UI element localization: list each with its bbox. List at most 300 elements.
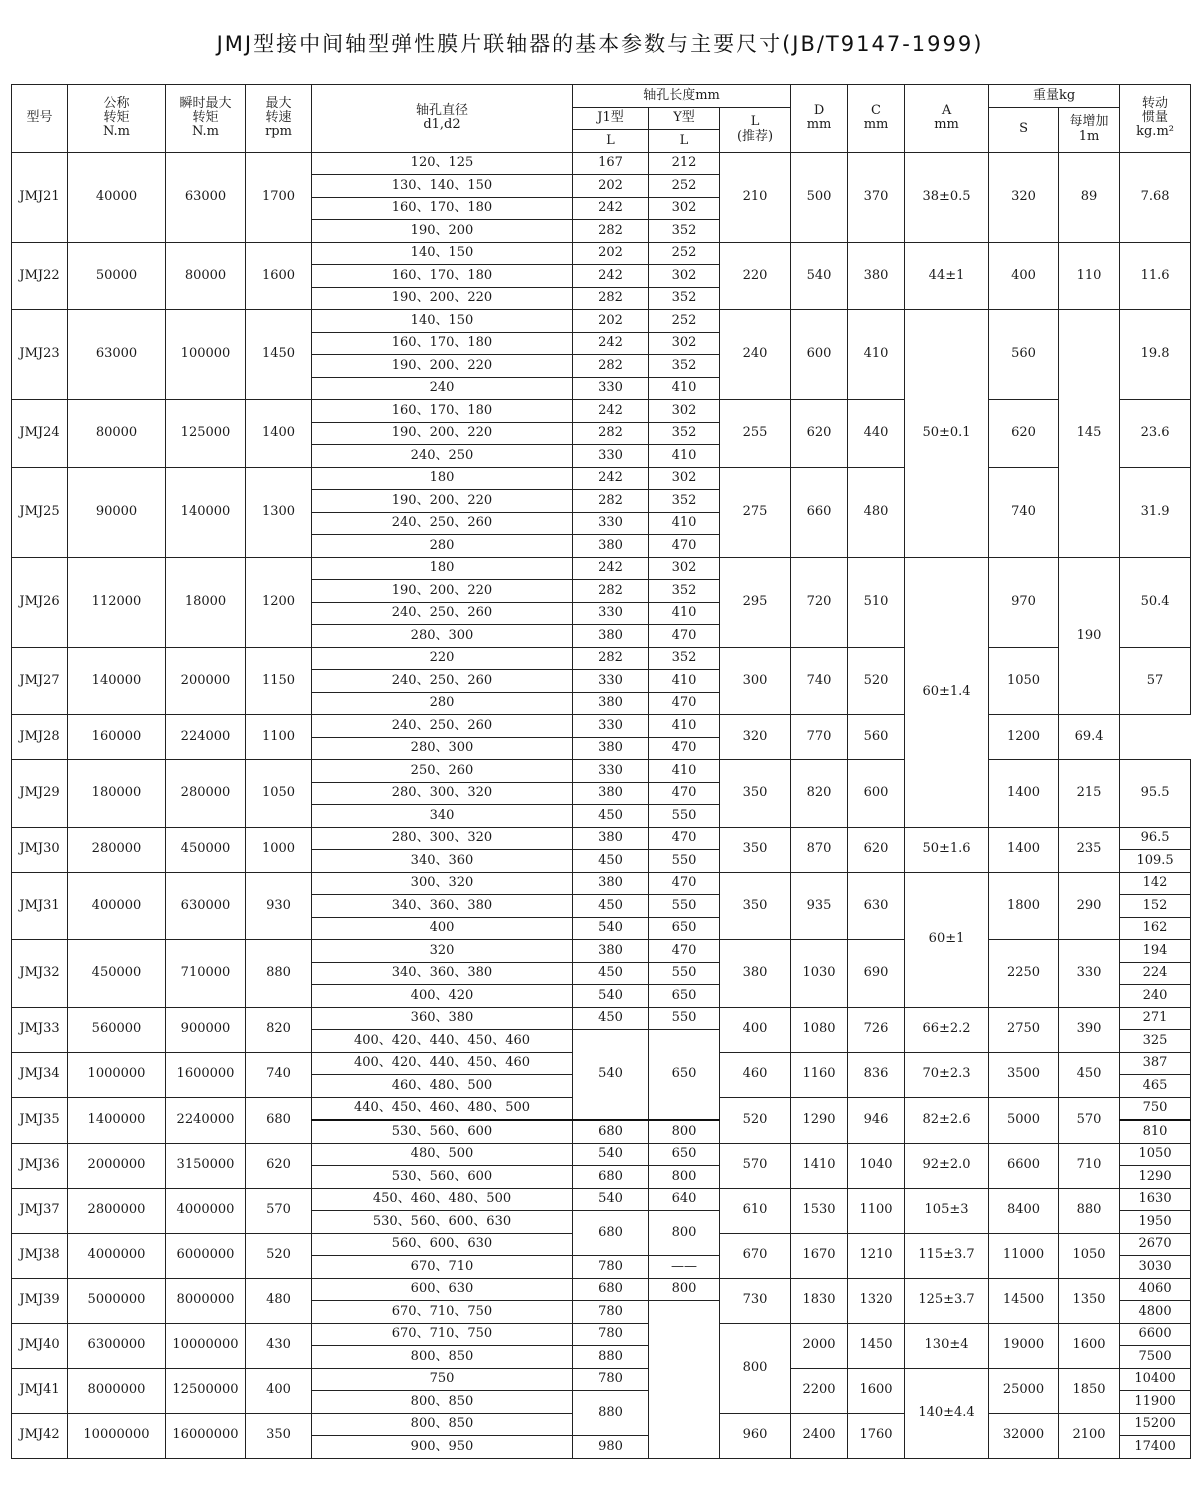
table-row [12, 242, 1191, 265]
table-cell: 302 [649, 332, 720, 355]
table-row [12, 557, 1191, 580]
table-cell: 1040 [848, 1143, 905, 1188]
table-cell: 340 [312, 805, 573, 828]
table-cell: 5000000 [68, 1278, 166, 1323]
table-cell: 190、200、220 [312, 355, 573, 378]
table-cell: 352 [649, 220, 720, 243]
table-cell: 210 [720, 152, 791, 242]
table-cell: 770 [791, 715, 848, 760]
table-cell: JMJ21 [12, 152, 68, 242]
table-cell: 145 [1059, 310, 1120, 558]
table-cell: 2240000 [166, 1097, 246, 1143]
table-body [12, 152, 1191, 1458]
table-cell: 370 [848, 152, 905, 242]
table-cell: 400、420、440、450、460 [312, 1030, 573, 1053]
table-cell: 930 [246, 872, 312, 940]
table-row [12, 760, 1191, 783]
header-j1-type: J1型 [573, 107, 649, 130]
table-cell: 120、125 [312, 152, 573, 175]
table-cell: 680 [573, 1166, 649, 1189]
table-cell: 470 [649, 872, 720, 895]
table-cell: 19.8 [1120, 310, 1191, 400]
table-cell: 14500 [989, 1278, 1059, 1323]
table-cell: 202 [573, 242, 649, 265]
table-cell: 960 [720, 1413, 791, 1458]
table-cell: JMJ29 [12, 760, 68, 828]
table-cell: 1160 [791, 1052, 848, 1097]
table-row [12, 467, 1191, 490]
table-cell: 520 [720, 1097, 791, 1143]
table-cell: 340、360 [312, 850, 573, 873]
table-cell: 800 [649, 1278, 720, 1301]
table-cell: 280、300 [312, 625, 573, 648]
table-cell: 350 [246, 1413, 312, 1458]
table-cell: 23.6 [1120, 400, 1191, 468]
table-cell: 550 [649, 1007, 720, 1030]
table-cell: 50±0.1 [905, 310, 989, 558]
table-cell: 16000000 [166, 1413, 246, 1458]
table-cell: 380 [573, 940, 649, 963]
table-cell: 4000000 [68, 1233, 166, 1278]
table-cell: 1950 [1120, 1211, 1191, 1234]
table-cell: 650 [649, 1030, 720, 1121]
table-cell: 620 [989, 400, 1059, 468]
table-cell: 450 [573, 850, 649, 873]
table-cell: JMJ27 [12, 647, 68, 715]
table-cell: 282 [573, 647, 649, 670]
table-cell: 105±3 [905, 1188, 989, 1233]
header-j1-l: L [573, 130, 649, 153]
table-cell: 726 [848, 1007, 905, 1052]
table-cell: 63000 [166, 152, 246, 242]
table-cell: 390 [1059, 1007, 1120, 1052]
table-cell: 330 [573, 602, 649, 625]
header-bore-diameter: 轴孔直径 d1,d2 [312, 85, 573, 153]
table-cell: 540 [573, 1143, 649, 1166]
table-cell: 460、480、500 [312, 1075, 573, 1098]
table-cell: 800 [649, 1211, 720, 1256]
table-cell: 302 [649, 467, 720, 490]
table-cell: 282 [573, 355, 649, 378]
table-cell: 1320 [848, 1278, 905, 1323]
table-cell: 630000 [166, 872, 246, 940]
table-cell: 224000 [166, 715, 246, 760]
table-cell: 300 [720, 647, 791, 715]
table-cell: 11000 [989, 1233, 1059, 1278]
table-cell: 670、710 [312, 1256, 573, 1279]
table-cell: 560 [848, 715, 905, 760]
table-cell: 440 [848, 400, 905, 468]
table-cell: 18000 [166, 557, 246, 647]
table-cell: 450 [573, 805, 649, 828]
table-cell: 92±2.0 [905, 1143, 989, 1188]
table-cell: 1200 [246, 557, 312, 647]
table-cell: 470 [649, 940, 720, 963]
table-cell: 600、630 [312, 1278, 573, 1301]
table-cell: 1530 [791, 1188, 848, 1233]
table-cell: 180 [312, 467, 573, 490]
table-row [12, 1188, 1191, 1211]
table-cell: 109.5 [1120, 850, 1191, 873]
header-weight: 重量kg [989, 85, 1120, 108]
table-cell: 1290 [1120, 1166, 1191, 1189]
table-cell: 820 [791, 760, 848, 828]
table-cell: 252 [649, 175, 720, 198]
table-cell: 380 [848, 242, 905, 310]
table-cell: 302 [649, 265, 720, 288]
table-cell: 38±0.5 [905, 152, 989, 242]
table-cell: 330 [573, 445, 649, 468]
table-cell: 800 [649, 1166, 720, 1189]
table-cell: 670、710、750 [312, 1301, 573, 1324]
table-cell: 240、250、260 [312, 715, 573, 738]
table-cell: JMJ37 [12, 1188, 68, 1233]
table-cell: 530、560、600 [312, 1120, 573, 1143]
table-cell: 142 [1120, 872, 1191, 895]
table-cell: 480、500 [312, 1143, 573, 1166]
header-model: 型号 [12, 85, 68, 153]
table-cell: 10000000 [166, 1323, 246, 1368]
table-cell: 340、360、380 [312, 895, 573, 918]
table-cell: 430 [246, 1323, 312, 1368]
table-cell: JMJ24 [12, 400, 68, 468]
table-cell: 300、320 [312, 872, 573, 895]
table-cell: 680 [573, 1278, 649, 1301]
table-cell: 302 [649, 197, 720, 220]
header-d: D mm [791, 85, 848, 153]
table-cell: 710000 [166, 940, 246, 1008]
table-cell: 2800000 [68, 1188, 166, 1233]
table-cell: 1030 [791, 940, 848, 1008]
table-cell: 280 [312, 692, 573, 715]
table-cell: 242 [573, 467, 649, 490]
table-cell: 5000 [989, 1097, 1059, 1143]
table-cell: 470 [649, 782, 720, 805]
table-cell: 1400 [989, 827, 1059, 872]
table-cell: 900、950 [312, 1436, 573, 1459]
table-cell: 660 [791, 467, 848, 557]
table-cell: 1200 [989, 715, 1059, 760]
table-cell: 167 [573, 152, 649, 175]
table-cell: 295 [720, 557, 791, 647]
table-cell: 1050 [1059, 1233, 1120, 1278]
table-cell: 100000 [166, 310, 246, 400]
table-cell: 820 [246, 1007, 312, 1052]
table-cell: 140±4.4 [905, 1368, 989, 1458]
table-cell: 50.4 [1120, 557, 1191, 647]
table-cell: 15200 [1120, 1413, 1191, 1436]
table-row [12, 1143, 1191, 1166]
table-cell: 410 [649, 670, 720, 693]
table-cell: 50±1.6 [905, 827, 989, 872]
table-cell: 212 [649, 152, 720, 175]
table-cell: 240、250、260 [312, 602, 573, 625]
table-cell: 10000000 [68, 1413, 166, 1458]
table-cell: 620 [848, 827, 905, 872]
table-cell: 680 [246, 1097, 312, 1143]
table-cell: 380 [573, 692, 649, 715]
table-cell: 400 [720, 1007, 791, 1052]
table-cell: 69.4 [1059, 715, 1120, 760]
table-cell: 4800 [1120, 1301, 1191, 1324]
table-cell: 162 [1120, 917, 1191, 940]
table-cell: JMJ38 [12, 1233, 68, 1278]
table-cell: 31.9 [1120, 467, 1191, 557]
table-cell: 540 [791, 242, 848, 310]
table-cell: 19000 [989, 1323, 1059, 1368]
table-cell: 80000 [68, 400, 166, 468]
table-cell: 880 [573, 1346, 649, 1369]
table-cell: 280、300、320 [312, 782, 573, 805]
table-cell: 330 [573, 377, 649, 400]
table-cell: 410 [848, 310, 905, 400]
header-weight-s: S [989, 107, 1059, 152]
table-cell: 12500000 [166, 1368, 246, 1413]
table-cell: 252 [649, 242, 720, 265]
table-cell: JMJ26 [12, 557, 68, 647]
table-header [12, 85, 1191, 153]
table-cell: 240 [720, 310, 791, 400]
table-cell: JMJ35 [12, 1097, 68, 1143]
table-cell: 215 [1059, 760, 1120, 828]
table-cell: 1100 [848, 1188, 905, 1233]
table-cell: 8000000 [68, 1368, 166, 1413]
header-y-type: Y型 [649, 107, 720, 130]
table-cell: 7.68 [1120, 152, 1191, 242]
table-cell: 282 [573, 287, 649, 310]
table-cell: 160、170、180 [312, 197, 573, 220]
table-cell: 1630 [1120, 1188, 1191, 1211]
table-cell: 57 [1120, 647, 1191, 715]
table-cell: 1410 [791, 1143, 848, 1188]
table-cell: 1350 [1059, 1278, 1120, 1323]
table-cell: 82±2.6 [905, 1097, 989, 1143]
table-cell: 242 [573, 400, 649, 423]
table-cell: 1400 [246, 400, 312, 468]
table-cell: 242 [573, 197, 649, 220]
table-cell: 710 [1059, 1143, 1120, 1188]
table-cell: 550 [649, 805, 720, 828]
table-cell: 800 [720, 1323, 791, 1413]
table-cell: 275 [720, 467, 791, 557]
table-cell: JMJ40 [12, 1323, 68, 1368]
table-cell: 410 [649, 715, 720, 738]
table-cell: 510 [848, 557, 905, 647]
table-cell: 352 [649, 355, 720, 378]
table-cell: 550 [649, 962, 720, 985]
table-cell: 410 [649, 602, 720, 625]
table-cell: JMJ34 [12, 1052, 68, 1097]
table-cell: 680 [573, 1211, 649, 1256]
table-cell: 110 [1059, 242, 1120, 310]
table-cell: 650 [649, 1143, 720, 1166]
table-cell: 610 [720, 1188, 791, 1233]
table-cell: JMJ36 [12, 1143, 68, 1188]
table-cell: 450 [573, 1007, 649, 1030]
table-row [12, 1368, 1191, 1391]
header-max-speed: 最大 转速 rpm [246, 85, 312, 153]
table-cell: 1600 [848, 1368, 905, 1413]
table-cell: 780 [573, 1323, 649, 1346]
table-cell: 2750 [989, 1007, 1059, 1052]
table-cell: 63000 [68, 310, 166, 400]
table-row [12, 1323, 1191, 1346]
table-row [12, 827, 1191, 850]
table-cell: 90000 [68, 467, 166, 557]
table-cell: 200000 [166, 647, 246, 715]
table-cell: 115±3.7 [905, 1233, 989, 1278]
table-cell: 530、560、600、630 [312, 1211, 573, 1234]
table-cell: 4000000 [166, 1188, 246, 1233]
table-row [12, 715, 1191, 738]
table-cell: 350 [720, 827, 791, 872]
table-cell: 380 [573, 827, 649, 850]
header-weight-per-m: 每增加 1m [1059, 107, 1120, 152]
table-cell: 242 [573, 332, 649, 355]
table-cell: 2400 [791, 1413, 848, 1458]
table-cell: 190、200、220 [312, 580, 573, 603]
table-cell: JMJ22 [12, 242, 68, 310]
table-cell: 235 [1059, 827, 1120, 872]
table-cell: 44±1 [905, 242, 989, 310]
table-cell: 160、170、180 [312, 265, 573, 288]
table-cell: 8000000 [166, 1278, 246, 1323]
table-cell: 540 [573, 917, 649, 940]
table-cell: 360、380 [312, 1007, 573, 1030]
table-cell: 1600 [1059, 1323, 1120, 1368]
table-cell: 255 [720, 400, 791, 468]
table-cell: 450000 [68, 940, 166, 1008]
table-cell: 560、600、630 [312, 1233, 573, 1256]
table-cell: 125±3.7 [905, 1278, 989, 1323]
table-cell: 800 [649, 1120, 720, 1143]
table-cell: 50000 [68, 242, 166, 310]
table-cell: 352 [649, 422, 720, 445]
table-cell: 450 [573, 895, 649, 918]
table-cell: 740 [989, 467, 1059, 557]
table-cell: 330 [1059, 940, 1120, 1008]
table-cell: 180 [312, 557, 573, 580]
table-cell: 780 [573, 1301, 649, 1324]
table-cell: 7500 [1120, 1346, 1191, 1369]
table-cell: 140、150 [312, 242, 573, 265]
table-cell: 640 [649, 1188, 720, 1211]
table-cell: 540 [573, 985, 649, 1008]
table-cell: 1100 [246, 715, 312, 760]
table-cell: 17400 [1120, 1436, 1191, 1459]
table-row [12, 647, 1191, 670]
table-cell: 520 [848, 647, 905, 715]
table-cell: 252 [649, 310, 720, 333]
table-cell: 152 [1120, 895, 1191, 918]
table-cell: 935 [791, 872, 848, 940]
table-cell: 160000 [68, 715, 166, 760]
table-cell: 1150 [246, 647, 312, 715]
table-cell: 1080 [791, 1007, 848, 1052]
table-cell: 470 [649, 535, 720, 558]
table-cell: 224 [1120, 962, 1191, 985]
table-cell: 1050 [1120, 1143, 1191, 1166]
header-c: C mm [848, 85, 905, 153]
table-cell: 202 [573, 175, 649, 198]
table-row [12, 400, 1191, 423]
table-cell: 160、170、180 [312, 400, 573, 423]
table-row [12, 1007, 1191, 1030]
page-title: JMJ型接中间轴型弹性膜片联轴器的基本参数与主要尺寸(JB/T9147-1999) [216, 32, 984, 56]
table-cell: 880 [246, 940, 312, 1008]
table-cell: 720 [791, 557, 848, 647]
table-cell: 325 [1120, 1030, 1191, 1053]
table-cell: 800、850 [312, 1391, 573, 1414]
table-cell: 540 [573, 1188, 649, 1211]
table-cell: 320 [312, 940, 573, 963]
table-cell: 670 [720, 1233, 791, 1278]
table-cell: 520 [246, 1233, 312, 1278]
table-cell: 620 [246, 1143, 312, 1188]
table-cell: 1600 [246, 242, 312, 310]
table-row [12, 940, 1191, 963]
table-cell: 282 [573, 422, 649, 445]
table-cell: 410 [649, 512, 720, 535]
table-cell: 1450 [848, 1323, 905, 1368]
table-cell: 387 [1120, 1052, 1191, 1075]
table-cell: 1760 [848, 1413, 905, 1458]
table-cell: 570 [720, 1143, 791, 1188]
table-cell: 800、850 [312, 1346, 573, 1369]
table-cell: 440、450、460、480、500 [312, 1097, 573, 1120]
table-cell: 320 [989, 152, 1059, 242]
table-cell: 2200 [791, 1368, 848, 1413]
table-cell: 810 [1120, 1120, 1191, 1143]
table-cell: 95.5 [1120, 760, 1191, 828]
header-bore-length: 轴孔长度mm [573, 85, 791, 108]
table-cell: 740 [246, 1052, 312, 1097]
table-cell: 670、710、750 [312, 1323, 573, 1346]
table-cell: 1210 [848, 1233, 905, 1278]
table-cell: 380 [573, 872, 649, 895]
table-cell [649, 1301, 720, 1459]
table-cell: 380 [720, 940, 791, 1008]
table-cell: 450 [573, 962, 649, 985]
table-cell: 160、170、180 [312, 332, 573, 355]
table-cell: 6600 [989, 1143, 1059, 1188]
table-cell: 1600000 [166, 1052, 246, 1097]
table-cell: 780 [573, 1256, 649, 1279]
header-l: L (推荐) [720, 107, 791, 152]
table-cell: 560000 [68, 1007, 166, 1052]
table-cell: 540 [573, 1030, 649, 1121]
table-cell: 240、250 [312, 445, 573, 468]
table-cell: 1400000 [68, 1097, 166, 1143]
table-cell: JMJ25 [12, 467, 68, 557]
table-cell: 6600 [1120, 1323, 1191, 1346]
table-cell: 450 [1059, 1052, 1120, 1097]
table-cell: 280、300、320 [312, 827, 573, 850]
table-cell: 302 [649, 400, 720, 423]
table-cell: 400、420、440、450、460 [312, 1052, 573, 1075]
table-cell: 750 [1120, 1097, 1191, 1120]
table-cell: 320 [720, 715, 791, 760]
table-cell: 1000 [246, 827, 312, 872]
table-cell: 1450 [246, 310, 312, 400]
table-cell: JMJ33 [12, 1007, 68, 1052]
table-cell: 140000 [166, 467, 246, 557]
table-cell: 6300000 [68, 1323, 166, 1368]
table-cell: 570 [1059, 1097, 1120, 1143]
table-cell: 450、460、480、500 [312, 1188, 573, 1211]
table-row [12, 872, 1191, 895]
table-cell: 66±2.2 [905, 1007, 989, 1052]
